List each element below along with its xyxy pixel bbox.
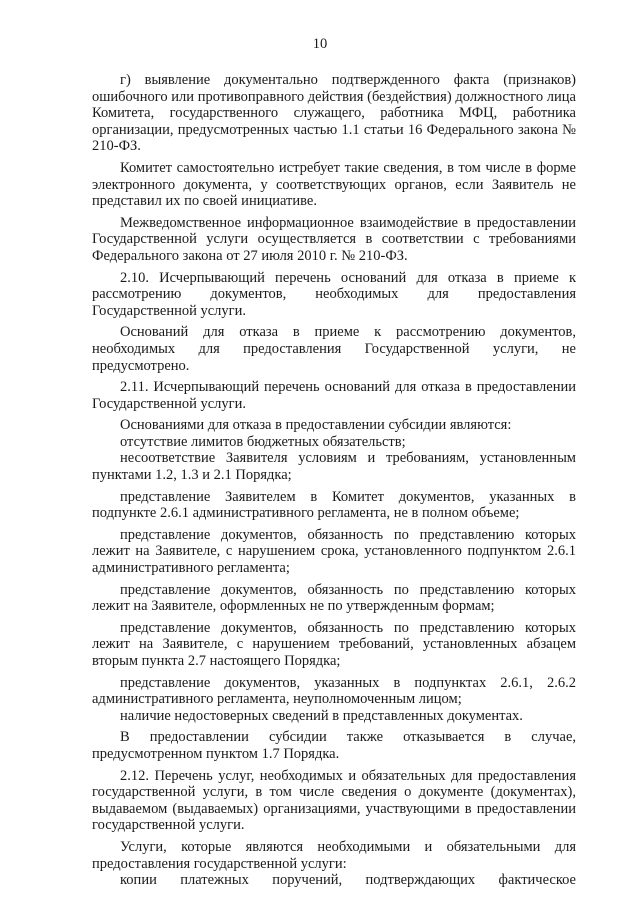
page-number: 10 bbox=[312, 36, 328, 52]
paragraph-committee-requests: Комитет самостоятельно истребует такие сведения, в том числе в форме электронного документа, у соответствующих органов, если Заявитель не представил их по своей инициативе. bbox=[92, 159, 576, 210]
paragraph-item-g: г) выявление документально подтвержденного факта (признаков) ошибочного или противоправного действия (бездействия) должностного лица Комитета, государственного служащего, работника МФЦ, работника организации, предусмотренных частью 1.1 статьи 16 Федерального закона № 210-ФЗ. bbox=[92, 72, 576, 155]
paragraph-grounds-intro: Основаниями для отказа в предоставлении субсидии являются: bbox=[120, 417, 512, 434]
list-item: представление документов, обязанность по представлению которых лежит на Заявителе, с нарушением требований, установленных абзацем вторым пункта 2.7 настоящего Порядка; bbox=[92, 619, 576, 669]
list-item: отсутствие лимитов бюджетных обязательств; bbox=[120, 433, 406, 450]
list-item: несоответствие Заявителя условиям и требованиям, установленным пунктами 1.2, 1.3 и 2.1 Порядка; bbox=[92, 450, 576, 484]
list-item: представление документов, указанных в подпунктах 2.6.1, 2.6.2 административного регламента, неуполномоченным лицом; bbox=[92, 674, 576, 708]
paragraph-payment-copies: копии платежных поручений, подтверждающих фактическое bbox=[120, 872, 576, 889]
paragraph-required-services: Услуги, которые являются необходимыми и обязательными для предоставления государственной услуги: bbox=[92, 838, 576, 872]
section-2-10-heading: 2.10. Исчерпывающий перечень оснований для отказа в приеме к рассмотрению документов, необходимых для предоставления Государственной услуги. bbox=[92, 269, 576, 319]
body-text bbox=[92, 72, 576, 889]
section-2-11-heading: 2.11. Исчерпывающий перечень оснований для отказа в предоставлении Государственной услуги. bbox=[92, 379, 576, 412]
list-item: наличие недостоверных сведений в представленных документах. bbox=[120, 707, 523, 724]
paragraph-no-grounds: Оснований для отказа в приеме к рассмотрению документов, необходимых для предоставления Государственной услуги, не предусмотрено. bbox=[92, 324, 576, 374]
paragraph-interagency: Межведомственное информационное взаимодействие в предоставлении Государственной услуги осуществляется в соответствии с требованиями Федерального закона от 27 июля 2010 г. № 210-ФЗ. bbox=[92, 214, 576, 264]
list-item: представление документов, обязанность по представлению которых лежит на Заявителе, с нарушением срока, установленного подпунктом 2.6.1 административного регламента; bbox=[92, 526, 576, 577]
list-item: представление документов, обязанность по представлению которых лежит на Заявителе, оформленных не по утвержденным формам; bbox=[92, 581, 576, 615]
list-item: представление Заявителем в Комитет документов, указанных в подпункте 2.6.1 административного регламента, не в полном объеме; bbox=[92, 488, 576, 522]
paragraph-also-refused: В предоставлении субсидии также отказывается в случае, предусмотренном пунктом 1.7 Порядка. bbox=[92, 729, 576, 762]
section-2-12-heading: 2.12. Перечень услуг, необходимых и обязательных для предоставления государственной услуги, в том числе сведения о документе (документах), выдаваемом (выдаваемых) организациями, участвующими в предоставлении государственной услуги. bbox=[92, 767, 576, 834]
